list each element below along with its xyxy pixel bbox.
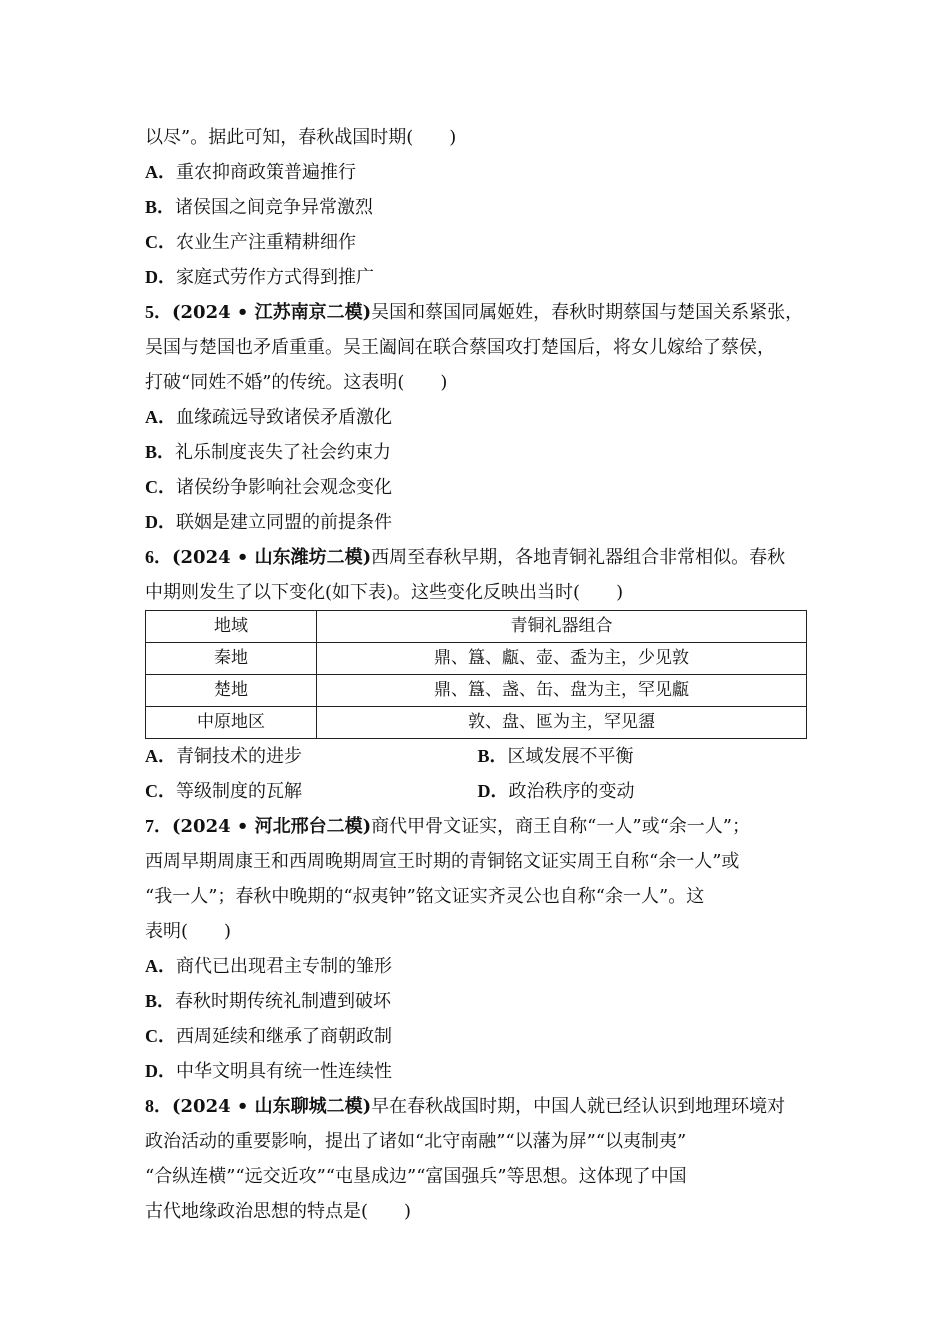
- question-number: 8．: [145, 1096, 172, 1116]
- q6-options-row-1: [145, 739, 810, 774]
- q4-option-c: [145, 225, 810, 260]
- q4-option-a: [145, 155, 810, 190]
- q7-stem-line-3: “我一人”；春秋中晚期的“叔夷钟”铭文证实齐灵公也自称“余一人”。这: [145, 886, 705, 907]
- option-letter: D．: [145, 512, 176, 532]
- option-letter: B．: [145, 197, 176, 217]
- option-text: 农业生产注重精耕细作: [176, 232, 356, 253]
- stem-text: 西周至春秋早期，各地青铜礼器组合非常相似。春秋: [371, 547, 786, 568]
- table-row: [146, 707, 807, 739]
- q8-stem-line-4: 古代地缘政治思想的特点是( ): [145, 1201, 412, 1222]
- stem-text: 早在春秋战国时期，中国人就已经认识到地理环境对: [371, 1096, 786, 1117]
- q4-option-d: [145, 260, 810, 295]
- table-header-cell: 地域: [146, 611, 317, 643]
- option-text: 诸侯国之间竞争异常激烈: [175, 197, 374, 218]
- question-source: (2024 • 江苏南京二模): [172, 302, 372, 323]
- q5-option-b: [145, 435, 810, 470]
- option-letter: C．: [145, 1026, 176, 1046]
- option-text: 西周延续和继承了商朝政制: [176, 1026, 392, 1047]
- option-text: 礼乐制度丧失了社会约束力: [175, 442, 392, 463]
- option-text: 家庭式劳作方式得到推广: [176, 267, 374, 288]
- q6-stem-line-1: [145, 540, 810, 575]
- q6-options-row-2: [145, 774, 810, 809]
- table-cell: 鼎、簋、盏、缶、盘为主，罕见甗: [317, 675, 807, 707]
- q8-stem-line-2: 政治活动的重要影响，提出了诸如“北守南融”“以藩为屏”“以夷制夷”: [145, 1131, 687, 1152]
- q5-stem-line-2: 吴国与楚国也矛盾重重。吴王阖闾在联合蔡国攻打楚国后，将女儿嫁给了蔡侯，: [145, 337, 775, 358]
- option-letter: C．: [145, 781, 176, 801]
- option-letter: B．: [145, 991, 176, 1011]
- q7-option-d: [145, 1054, 810, 1089]
- q5-stem-line-3: 打破“同姓不婚”的传统。这表明( ): [145, 372, 448, 393]
- q4-option-b: [145, 190, 810, 225]
- option-text: 春秋时期传统礼制遭到破坏: [175, 991, 392, 1012]
- table-row: [146, 675, 807, 707]
- option-text: 区域发展不平衡: [507, 746, 634, 767]
- option-letter: C．: [145, 477, 176, 497]
- option-text: 重农抑商政策普遍推行: [176, 162, 356, 183]
- table-cell: 秦地: [146, 643, 317, 675]
- option-text: 中华文明具有统一性连续性: [176, 1061, 392, 1082]
- question-number: 6．: [145, 547, 172, 567]
- stem-text: 商代甲骨文证实，商王自称“一人”或“余一人”；: [371, 816, 750, 837]
- option-text: 联姻是建立同盟的前提条件: [176, 512, 392, 533]
- q6-option-b: [478, 739, 811, 774]
- table-header-cell: 青铜礼器组合: [317, 611, 807, 643]
- option-letter: A．: [145, 746, 176, 766]
- question-number: 5．: [145, 302, 172, 322]
- stem-text: 吴国和蔡国同属姬姓，春秋时期蔡国与楚国关系紧张，: [371, 302, 804, 323]
- q7-option-b: [145, 984, 810, 1019]
- q7-option-a: [145, 949, 810, 984]
- bronze-ware-table: [145, 610, 807, 739]
- option-letter: B．: [477, 746, 508, 766]
- q4-stem-tail: 以尽”。据此可知，春秋战国时期( ): [145, 127, 457, 148]
- table-cell: 鼎、簋、甗、壶、盉为主，少见敦: [317, 643, 807, 675]
- option-letter: D．: [145, 1061, 176, 1081]
- table-header-row: [146, 611, 807, 643]
- q7-stem-line-1: [145, 809, 810, 844]
- option-text: 青铜技术的进步: [176, 746, 302, 767]
- option-letter: A．: [145, 407, 176, 427]
- table-cell: 敦、盘、匜为主，罕见盨: [317, 707, 807, 739]
- q7-option-c: [145, 1019, 810, 1054]
- option-text: 商代已出现君主专制的雏形: [176, 956, 392, 977]
- question-number: 7．: [145, 816, 172, 836]
- q5-option-c: [145, 470, 810, 505]
- q5-stem-line-1: [145, 295, 810, 330]
- q7-stem-line-2: 西周早期周康王和西周晚期周宣王时期的青铜铭文证实周王自称“余一人”或: [145, 851, 740, 872]
- q5-option-a: [145, 400, 810, 435]
- q7-stem-line-4: 表明( ): [145, 921, 232, 942]
- q6-stem-line-2: 中期则发生了以下变化(如下表)。这些变化反映出当时( ): [145, 582, 624, 603]
- q6-option-c: [145, 774, 478, 809]
- q8-stem-line-1: [145, 1089, 810, 1124]
- option-text: 等级制度的瓦解: [176, 781, 302, 802]
- option-text: 政治秩序的变动: [508, 781, 635, 802]
- q5-option-d: [145, 505, 810, 540]
- question-source: (2024 • 山东聊城二模): [172, 1096, 372, 1117]
- table-cell: 中原地区: [146, 707, 317, 739]
- option-letter: B．: [145, 442, 176, 462]
- option-letter: A．: [145, 162, 176, 182]
- option-text: 诸侯纷争影响社会观念变化: [176, 477, 392, 498]
- q6-option-a: [145, 739, 478, 774]
- table-cell: 楚地: [146, 675, 317, 707]
- option-text: 血缘疏远导致诸侯矛盾激化: [176, 407, 392, 428]
- option-letter: D．: [145, 267, 176, 287]
- option-letter: C．: [145, 232, 176, 252]
- option-letter: D．: [477, 781, 509, 801]
- question-source: (2024 • 山东潍坊二模): [172, 547, 372, 568]
- exam-page: [145, 120, 810, 1229]
- table-row: [146, 643, 807, 675]
- q6-option-d: [478, 774, 811, 809]
- option-letter: A．: [145, 956, 176, 976]
- q8-stem-line-3: “合纵连横”“远交近攻”“屯垦成边”“富国强兵”等思想。这体现了中国: [145, 1166, 687, 1187]
- question-source: (2024 • 河北邢台二模): [172, 816, 372, 837]
